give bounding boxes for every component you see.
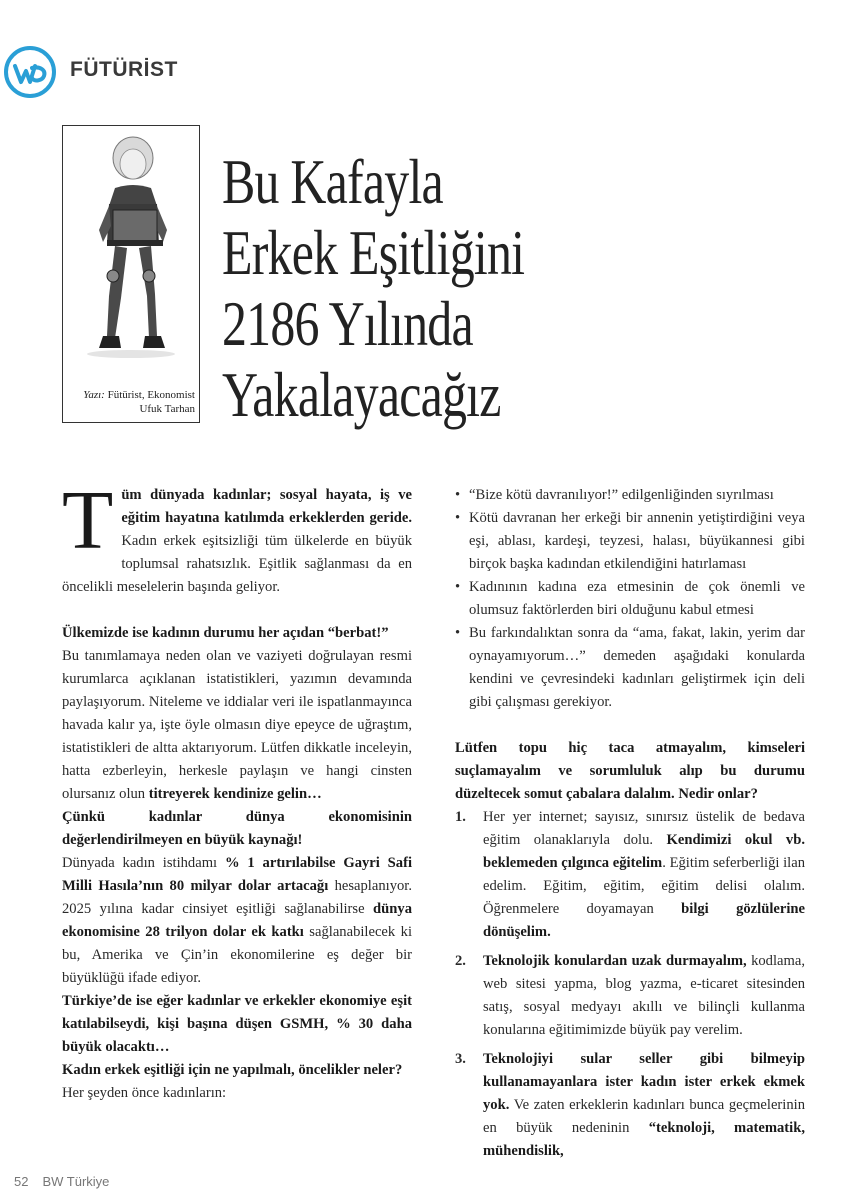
caption-line-2: Ufuk Tarhan	[139, 403, 195, 415]
author-portrait-frame	[62, 125, 200, 423]
p4-c: hesaplanıyor. 2025 yılına kadar cinsiyet eşitliği sağlanabilirse	[62, 878, 412, 917]
item-number: 1.	[455, 809, 466, 825]
item-bold: bilgi gözlülerine dönüşelim.	[483, 901, 805, 940]
intro-bold: üm dünyada kadınlar; sosyal hayata, iş ve eğitim hayatına katılımda erkeklerden geride.	[121, 487, 412, 526]
item-number: 2.	[455, 953, 466, 969]
publication-name: BW Türkiye	[42, 1174, 110, 1189]
caption-line-1: Fütürist, Ekonomist	[104, 389, 195, 401]
bullet-item: • “Bize kötü davranılıyor!” edilgenliğinden sıyrılması	[455, 484, 805, 507]
page-footer	[14, 1174, 123, 1189]
p6-bold: Kadın erkek eşitliği için ne yapılmalı, öncelikler neler?	[62, 1062, 403, 1078]
item-text: kodlama, web sitesi yapma, blog yazma, e-ticaret sitesinden satış, sosyal medyayı akıllı ve bilinçli kullanma konularına eğitimimizde büyük pay verelim.	[483, 953, 805, 1038]
p5-bold: Türkiye’de ise eğer kadınlar ve erkekler ekonomiye eşit katılabilseydi, kişi başına düşen GSMH, % 30 daha büyük olacaktı…	[62, 993, 412, 1055]
item-text: Ve zaten erkeklerin kadınları bunca geçmelerinin en büyük nedeninin	[483, 1097, 805, 1136]
call-to-action	[455, 737, 805, 806]
bullet-list	[455, 484, 805, 714]
headline-line-4: Yakalayacağız	[222, 359, 501, 430]
p2-heading: Ülkemizde ise kadının durumu her açıdan “berbat!”	[62, 625, 389, 641]
p6-text: Her şeyden önce kadınların:	[62, 1085, 227, 1101]
item-bold: “teknoloji, matematik, mühendislik,	[483, 1120, 805, 1159]
paragraph-5	[62, 990, 412, 1059]
p4-e: sağlanabilecek ki bu, Amerika ve Çin’in ekonomilerine eş değer bir büyüklüğü ifade ediyor.	[62, 924, 413, 986]
item-text: . Eğitim seferberliği ilan edelim. Eğitim, eğitim, eğitim delisi olalım. Öğrenmelere doyamayan	[483, 855, 805, 917]
p3-bold: Çünkü kadınlar dünya ekonomisinin değerlendirilmeyen en büyük kaynağı!	[62, 809, 412, 848]
left-column	[62, 474, 413, 1105]
p4-d: dünya ekonomisine 28 trilyon dolar ek katkı	[62, 901, 412, 940]
item-bold: Teknolojik konulardan uzak durmayalım,	[483, 953, 747, 969]
headline-line-2: Erkek Eşitliğini	[222, 217, 525, 288]
call-bold: Lütfen topu hiç taca atmayalım, kimseleri suçlamayalım ve sorumluluk alıp bu durumu düzeltecek somut çabalara dalalım. Nedir onlar?	[455, 740, 805, 802]
drop-cap: T	[62, 474, 114, 567]
item-bold: Teknolojiyi sular seller gibi bilmeyip kullanamayanlara ister kadın ister erkek ekmek yok.	[483, 1051, 805, 1113]
article-headline	[222, 146, 690, 430]
item-number: 3.	[455, 1051, 466, 1067]
p2-text: Bu tanımlamaya neden olan ve vaziyeti doğrulayan resmi kurumlarca açıklanan istatistikleri, yazımın devamında paylaşıyorum. Niteleme ve iddialar veri ile ispatlanmayınca havada kalır ya, işte öyle olmasın diye epeyce de uğraştım, istatistikleri de altta aktarıyorum. Lütfen dikkatle inceleyin, hatta ezberleyin, herkesle paylaşın ve hangi cinsten olursanız olun	[62, 648, 412, 802]
bullet-item: • Bu farkındalıktan sonra da “ama, fakat, lakin, yerim dar oynayamıyorum…” demeden aşağıdaki konularda kendini ve çevresindeki kadınları geliştirmek için deli gibi çalışması gerekiyor.	[455, 622, 805, 714]
intro-paragraph	[62, 474, 412, 599]
paragraph-2	[62, 622, 412, 806]
numbered-list	[455, 806, 805, 1163]
wb-logo-icon	[2, 44, 58, 100]
bullet-item: • Kadınının kadına eza etmesinin de çok önemli ve olumsuz faktörlerden biri olduğunu kabul etmesi	[455, 576, 805, 622]
p2-bold: titreyerek kendinize gelin…	[148, 786, 322, 802]
headline-line-3: 2186 Yılında	[222, 288, 473, 359]
author-caption	[67, 388, 195, 416]
paragraph-4	[62, 852, 412, 990]
page-number: 52	[14, 1174, 29, 1189]
numbered-item-1	[455, 806, 805, 944]
paragraph-6	[62, 1059, 412, 1105]
numbered-item-2	[455, 950, 805, 1042]
bullet-item: • Kötü davranan her erkeği bir annenin yetiştirdiğini veya eşi, ablası, kardeşi, teyzesi, halası, büyükannesi gibi birçok başka kadından etkilendiğini hatırlaması	[455, 507, 805, 576]
right-column	[455, 484, 805, 1169]
item-bold: Kendimizi okul vb. beklemeden çılgınca eğitelim	[483, 832, 805, 871]
author-portrait-illustration	[63, 126, 199, 376]
caption-label: Yazı:	[83, 389, 105, 401]
p4-a: Dünyada kadın istihdamı	[62, 855, 225, 871]
intro-text: Kadın erkek eşitsizliği tüm ülkelerde en büyük toplumsal rahatsızlık. Eşitlik sağlanması da en öncelikli meselelerin başında geliyor.	[62, 533, 412, 595]
item-text: Her yer internet; sayısız, sınırsız üstelik de bedava eğitim olanaklarıyla dolu.	[483, 809, 805, 848]
headline-line-1: Bu Kafayla	[222, 146, 443, 217]
numbered-item-3	[455, 1048, 805, 1163]
p4-b: % 1 artırılabilse Gayri Safi Milli Hasıla’nın 80 milyar dolar artacağı	[62, 855, 412, 894]
paragraph-3	[62, 806, 412, 852]
section-label: FÜTÜRİST	[70, 58, 178, 81]
logo-circle-icon	[2, 44, 58, 100]
